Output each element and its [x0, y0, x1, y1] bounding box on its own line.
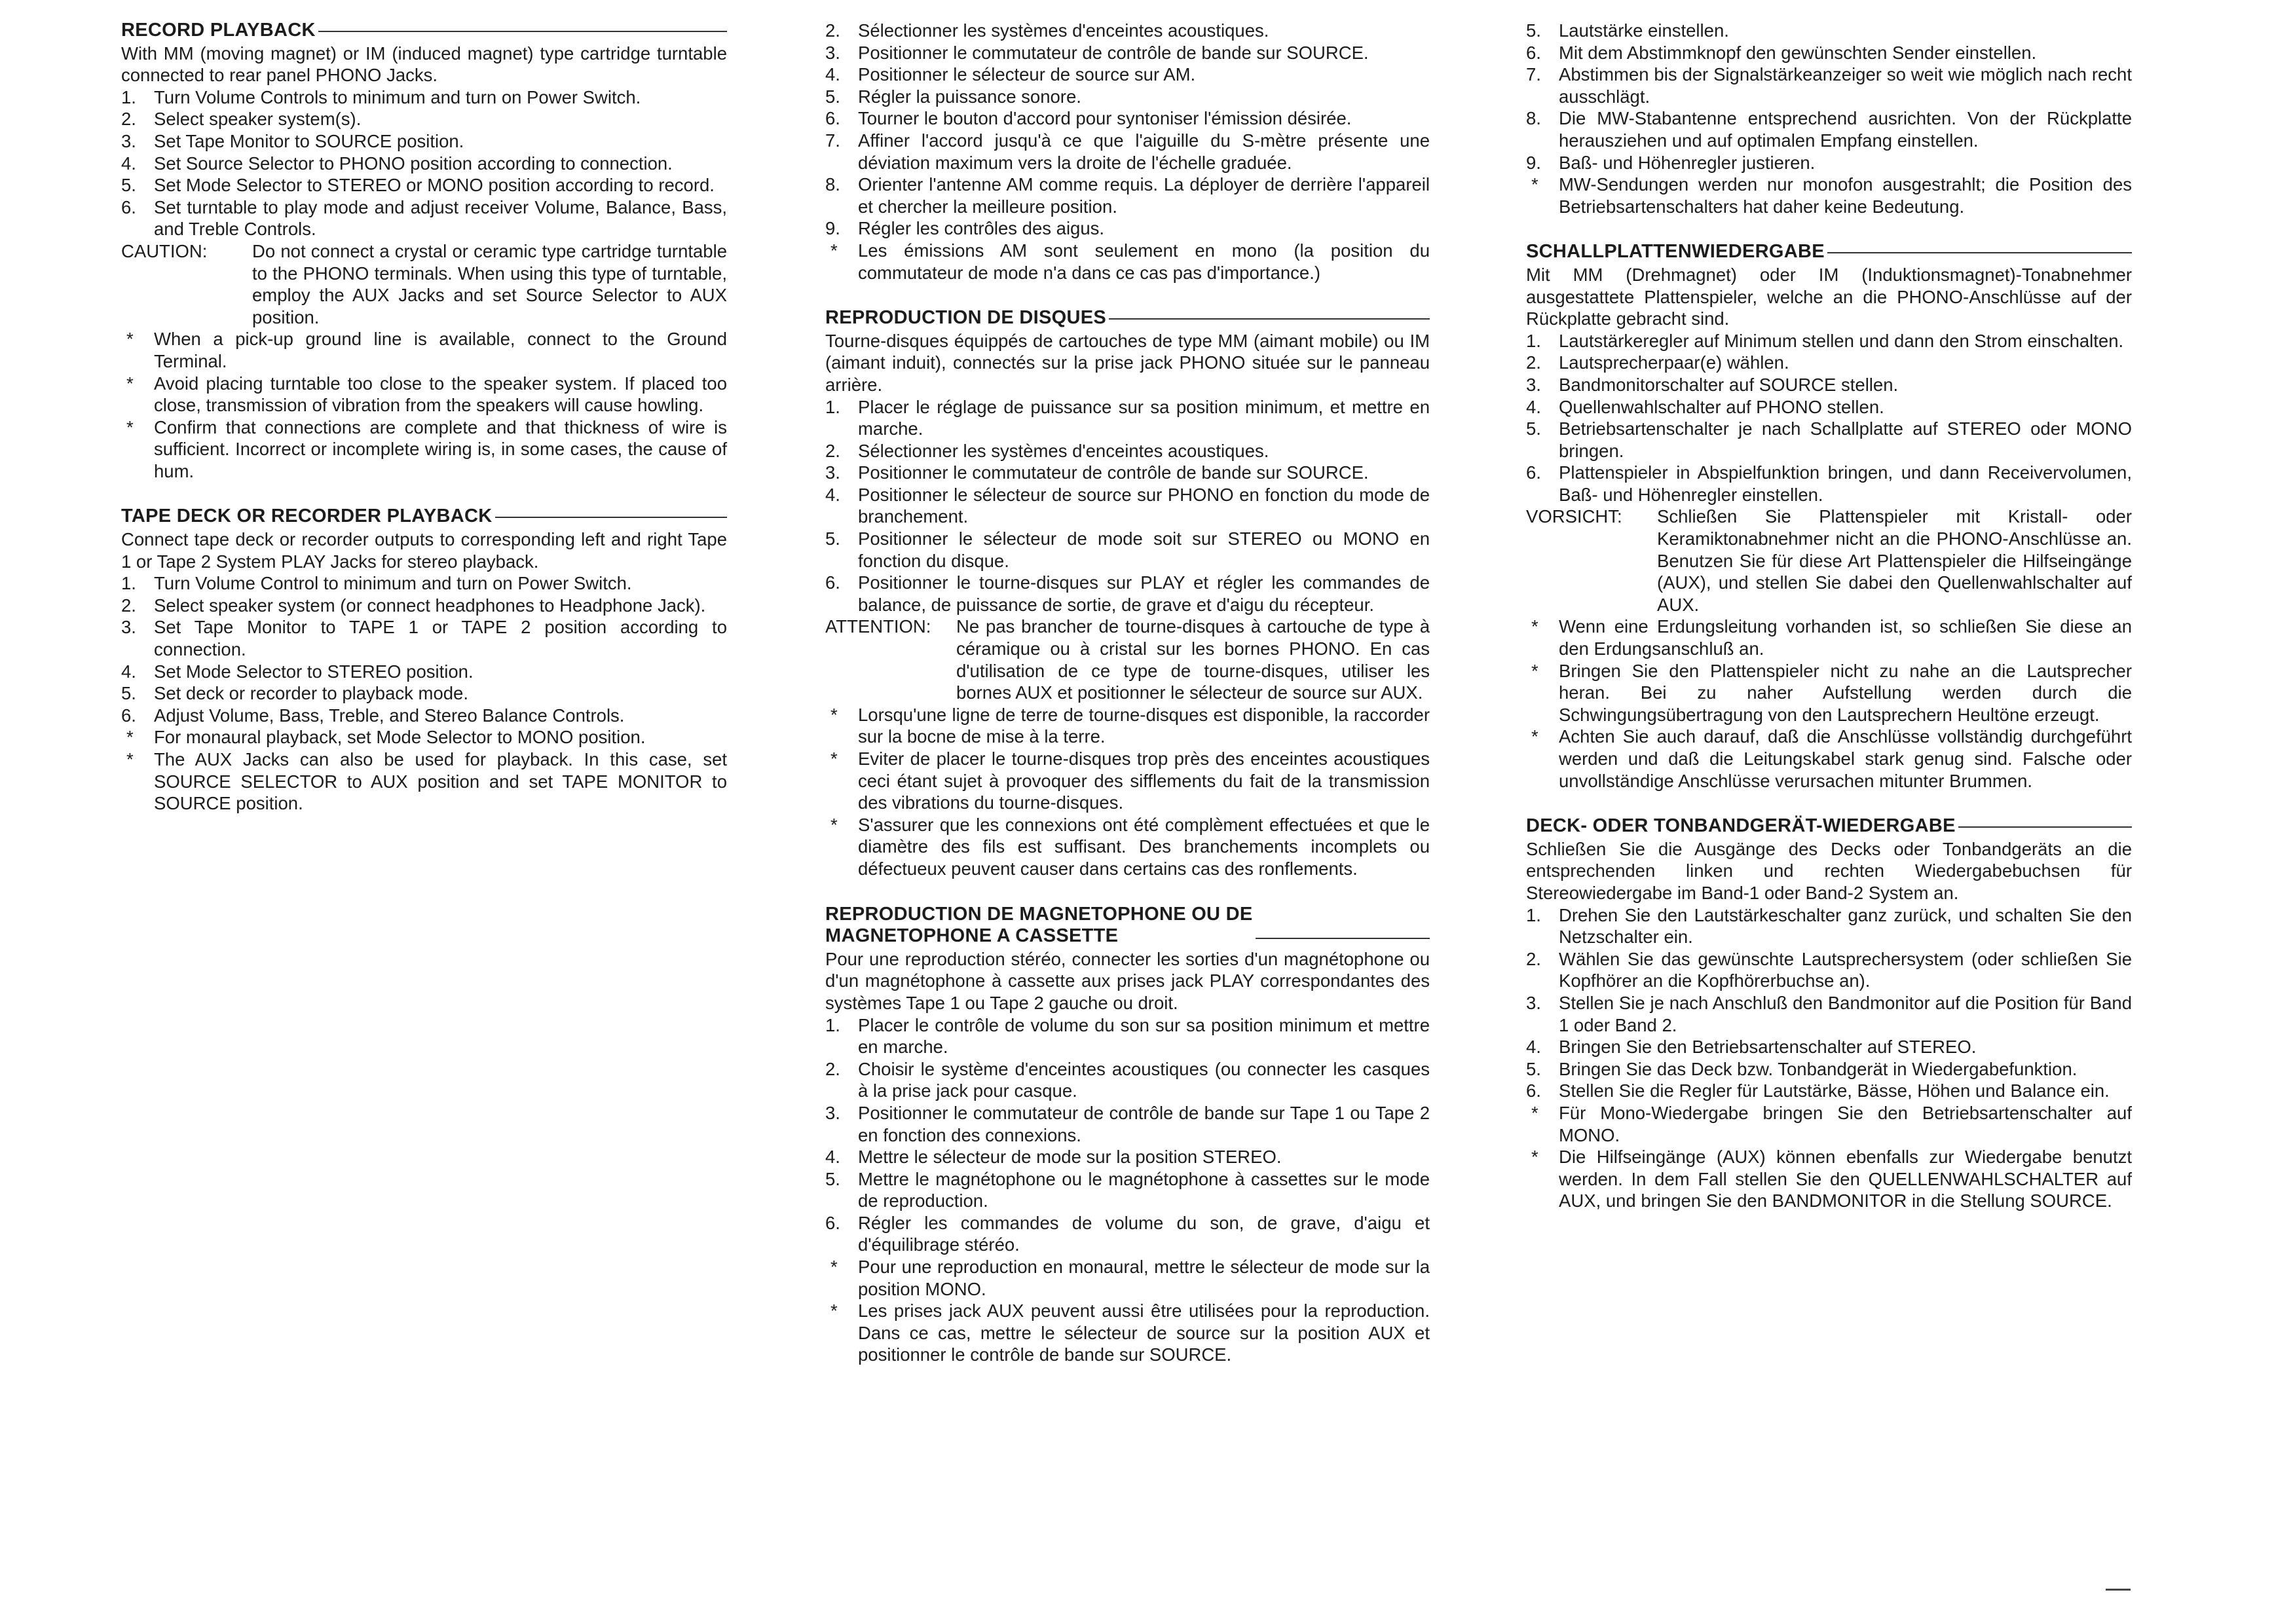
note-item: * Für Mono-Wiedergabe bringen Sie den Betriebsartenschalter auf MONO.	[1531, 1102, 2132, 1145]
caution-note: ATTENTION: Ne pas brancher de tourne-disques à cartouche de type à céramique ou à cristal sur les bornes PHONO. En cas d'utilisation de ce type de tourne-disques, utiliser les bornes AUX et positionner le sélecteur de source sur AUX.	[825, 616, 1430, 703]
note-item: * When a pick-up ground line is available, connect to the Ground Terminal.	[126, 329, 727, 371]
section-intro: Pour une reproduction stéréo, connecter les sorties d'un magnétophone ou d'un magnétophone à cassette aux prises jack PLAY correspondantes des systèmes Tape 1 ou Tape 2 gauche ou droit.	[825, 948, 1430, 1013]
step-item: 5. Positionner le sélecteur de mode soit sur STEREO ou MONO en fonction du disque.	[825, 528, 1430, 571]
note-item: * Les émissions AM sont seulement en mono (la position du commutateur de mode n'a dans ce cas pas d'importance.)	[830, 240, 1430, 283]
step-item: 4. Quellenwahlschalter auf PHONO stellen.	[1526, 396, 1884, 417]
note-item: * Pour une reproduction en monaural, mettre le sélecteur de mode sur la position MONO.	[830, 1257, 1430, 1299]
step-item: 2. Select speaker system (or connect headphones to Headphone Jack).	[121, 595, 706, 616]
tape-playback-section	[1526, 815, 2132, 1212]
caution-note: CAUTION: Do not connect a crystal or ceramic type cartridge turntable to the PHONO terminals. When using this type of turntable, employ the AUX Jacks and set Source Selector to AUX position.	[121, 240, 727, 327]
section-intro: Connect tape deck or recorder outputs to corresponding left and right Tape 1 or Tape 2 System PLAY Jacks for stereo playback.	[121, 529, 727, 572]
step-item: 1. Lautstärkeregler auf Minimum stellen und dann den Strom einschalten.	[1526, 330, 2124, 351]
step-item: 4. Positionner le sélecteur de source sur PHONO en fonction du mode de branchement.	[825, 484, 1430, 527]
step-item: 7. Abstimmen bis der Signalstärkeanzeiger so weit wie möglich nach recht ausschlägt.	[1526, 64, 2132, 107]
tape-playback-section	[121, 506, 727, 814]
step-item: 2. Choisir le système d'enceintes acoustiques (ou connecter les casques à la prise jack pour casque.	[825, 1058, 1430, 1101]
note-item: * Eviter de placer le tourne-disques trop près des enceintes acoustiques ceci étant sujet à provoquer des sifflements du fait de la transmission des vibrations du tourne-disques.	[830, 748, 1430, 813]
step-item: 6. Plattenspieler in Abspielfunktion bringen, und dann Receivervolumen, Baß- und Höhenregler einstellen.	[1526, 462, 2132, 505]
am-reception-continued	[825, 20, 1430, 284]
caution-note: VORSICHT: Schließen Sie Plattenspieler mit Kristall- oder Keramiktonabnehmer nicht an die PHONO-Anschlüsse an. Benutzen Sie für diese Art Plattenspieler die Hilfseingänge (AUX), und stellen Sie dabei den Quellenwahlschalter auf AUX.	[1526, 506, 2132, 615]
step-item: 2. Wählen Sie das gewünschte Lautsprechersystem (oder schließen Sie Kopfhörer an die Kopfhörerbuchse an).	[1526, 948, 2132, 991]
step-item: 3. Set Tape Monitor to TAPE 1 or TAPE 2 position according to connection.	[121, 617, 727, 660]
step-item: 3. Positionner le commutateur de contrôle de bande sur SOURCE.	[825, 462, 1369, 483]
step-item: 4. Bringen Sie den Betriebsartenschalter auf STEREO.	[1526, 1037, 1977, 1058]
page-corner-mark	[2106, 1589, 2131, 1591]
note-item: * Avoid placing turntable too close to the speaker system. If placed too close, transmission of vibration from the speakers will cause howling.	[126, 373, 727, 416]
step-item: 3. Stellen Sie je nach Anschluß den Bandmonitor auf die Position für Band 1 oder Band 2.	[1526, 992, 2132, 1035]
step-item: 6. Positionner le tourne-disques sur PLAY et régler les commandes de balance, de puissance de sortie, de grave et d'aigu du récepteur.	[825, 572, 1430, 615]
section-heading: REPRODUCTION DE DISQUES	[825, 307, 1430, 329]
step-item: 3. Set Tape Monitor to SOURCE position.	[121, 130, 464, 151]
step-item: 4. Set Source Selector to PHONO position according to connection.	[121, 153, 673, 174]
note-item: * MW-Sendungen werden nur monofon ausgestrahlt; die Position des Betriebsartenschalters hat daher keine Bedeutung.	[1531, 174, 2132, 217]
step-item: 8. Orienter l'antenne AM comme requis. La déployer de derrière l'appareil et chercher la meilleure position.	[825, 174, 1430, 217]
note-item: * Achten Sie auch darauf, daß die Anschlüsse vollständig durchgeführt werden und daß die Leitungskabel stark genug sind. Falsche oder unvollständige Anschlüsse verursachen mitunter Brummen.	[1531, 726, 2132, 791]
step-item: 3. Positionner le commutateur de contrôle de bande sur Tape 1 ou Tape 2 en fonction des connexions.	[825, 1102, 1430, 1145]
step-item: 3. Bandmonitorschalter auf SOURCE stellen.	[1526, 374, 1899, 395]
section-heading: REPRODUCTION DE MAGNETOPHONE OU DE MAGNETOPHONE A CASSETTE	[825, 904, 1430, 948]
english-column	[121, 20, 727, 838]
step-item: 6. Adjust Volume, Bass, Treble, and Stereo Balance Controls.	[121, 705, 625, 726]
step-item: 5. Bringen Sie das Deck bzw. Tonbandgerät in Wiedergabefunktion.	[1526, 1058, 2078, 1079]
section-intro: Schließen Sie die Ausgänge des Decks oder Tonbandgeräts an die entsprechenden linken und rechten Wiedergabebuchsen für Stereowiedergabe im Band-1 oder Band-2 System an.	[1526, 838, 2132, 903]
section-heading: TAPE DECK OR RECORDER PLAYBACK	[121, 506, 727, 528]
step-item: 4. Mettre le sélecteur de mode sur la position STEREO.	[825, 1147, 1282, 1168]
disc-playback-section	[825, 307, 1430, 879]
step-item: 5. Betriebsartenschalter je nach Schallplatte auf STEREO oder MONO bringen.	[1526, 418, 2132, 461]
step-item: 2. Select speaker system(s).	[121, 109, 362, 130]
section-heading: RECORD PLAYBACK	[121, 20, 727, 42]
section-intro: With MM (moving magnet) or IM (induced magnet) type cartridge turntable connected to rear panel PHONO Jacks.	[121, 43, 727, 86]
step-item: 6. Set turntable to play mode and adjust receiver Volume, Balance, Bass, and Treble Controls.	[121, 196, 727, 240]
step-item: 5. Set deck or recorder to playback mode.	[121, 683, 468, 704]
german-column	[1526, 20, 2132, 1236]
note-item: * Lorsqu'une ligne de terre de tourne-disques est disponible, la raccorder sur la bocne de mise à la terre.	[830, 704, 1430, 747]
note-item: * Bringen Sie den Plattenspieler nicht zu nahe an die Lautsprecher heran. Bei zu naher Aufstellung werden durch die Schwingungsübertragung von den Lautsprechern Heultöne erzeugt.	[1531, 660, 2132, 725]
section-intro: Tourne-disques équippés de cartouches de type MM (aimant mobile) ou IM (aimant induit), connectés sur la prise jack PHONO située sur le panneau arrière.	[825, 330, 1430, 395]
note-item: * S'assurer que les connexions ont été complèment effectuées et que le diamètre des fils est suffisant. Des branchements incomplets ou défectueux peuvent causer dans certains cas des ronflements.	[830, 814, 1430, 879]
am-reception-continued	[1526, 20, 2132, 217]
section-heading: SCHALLPLATTENWIEDERGABE	[1526, 241, 2132, 263]
note-item: * Wenn eine Erdungsleitung vorhanden ist, so schließen Sie diese an den Erdungsanschluß an.	[1531, 616, 2132, 659]
step-item: 9. Régler les contrôles des aigus.	[825, 218, 1105, 239]
french-column	[825, 20, 1430, 1390]
step-item: 5. Lautstärke einstellen.	[1526, 20, 1729, 41]
step-item: 1. Turn Volume Controls to minimum and turn on Power Switch.	[121, 86, 641, 107]
record-playback-section	[121, 20, 727, 482]
step-item: 6. Stellen Sie die Regler für Lautstärke, Bässe, Höhen und Balance ein.	[1526, 1080, 2110, 1101]
step-item: 5. Régler la puissance sonore.	[825, 86, 1081, 107]
step-item: 8. Die MW-Stabantenne entsprechend ausrichten. Von der Rückplatte herausziehen und auf optimalen Empfang einstellen.	[1526, 108, 2132, 151]
step-item: 6. Tourner le bouton d'accord pour syntoniser l'émission désirée.	[825, 108, 1352, 129]
step-item: 7. Affiner l'accord jusqu'à ce que l'aiguille du S-mètre présente une déviation maximum vers la droite de l'échelle graduée.	[825, 130, 1430, 173]
step-item: 6. Régler les commandes de volume du son, de grave, d'aigu et d'équilibrage stéréo.	[825, 1212, 1430, 1255]
step-item: 2. Sélectionner les systèmes d'enceintes acoustiques.	[825, 20, 1269, 41]
tape-playback-section	[825, 904, 1430, 1366]
step-item: 1. Placer le réglage de puissance sur sa position minimum, et mettre en marche.	[825, 396, 1430, 439]
section-heading: DECK- ODER TONBANDGERÄT-WIEDERGABE	[1526, 815, 2132, 838]
step-item: 2. Lautsprecherpaar(e) wählen.	[1526, 352, 1789, 373]
step-item: 5. Mettre le magnétophone ou le magnétophone à cassettes sur le mode de reproduction.	[825, 1168, 1430, 1211]
step-item: 4. Set Mode Selector to STEREO position.	[121, 661, 474, 682]
step-item: 1. Turn Volume Control to minimum and turn on Power Switch.	[121, 573, 632, 594]
note-item: * Confirm that connections are complete and that thickness of wire is sufficient. Incorrect or incomplete wiring is, in some cases, the cause of hum.	[126, 416, 727, 481]
record-playback-section	[1526, 241, 2132, 792]
note-item: * Die Hilfseingänge (AUX) können ebenfalls zur Wiedergabe benutzt werden. In dem Fall stellen Sie den QUELLENWAHLSCHALTER auf AUX, und bringen Sie den BANDMONITOR in die Stellung SOURCE.	[1531, 1147, 2132, 1211]
note-item: * Les prises jack AUX peuvent aussi être utilisées pour la reproduction. Dans ce cas, mettre le sélecteur de source sur la position AUX et positionner le contrôle de bande sur SOURCE.	[830, 1301, 1430, 1365]
step-item: 5. Set Mode Selector to STEREO or MONO position according to record.	[121, 175, 715, 196]
section-intro: Mit MM (Drehmagnet) oder IM (Induktionsmagnet)-Tonabnehmer ausgestattete Plattenspieler, welche an die PHONO-Anschlüsse auf der Rückplatte gebracht sind.	[1526, 264, 2132, 329]
step-item: 3. Positionner le commutateur de contrôle de bande sur SOURCE.	[825, 42, 1369, 63]
note-item: * The AUX Jacks can also be used for playback. In this case, set SOURCE SELECTOR to AUX position and set TAPE MONITOR to SOURCE position.	[126, 749, 727, 814]
step-item: 6. Mit dem Abstimmknopf den gewünschten Sender einstellen.	[1526, 42, 2037, 63]
step-item: 4. Positionner le sélecteur de source sur AM.	[825, 64, 1196, 85]
note-item: * For monaural playback, set Mode Selector to MONO position.	[126, 727, 646, 748]
step-item: 2. Sélectionner les systèmes d'enceintes acoustiques.	[825, 440, 1269, 461]
step-item: 9. Baß- und Höhenregler justieren.	[1526, 152, 1816, 173]
step-item: 1. Drehen Sie den Lautstärkeschalter ganz zurück, und schalten Sie den Netzschalter ein.	[1526, 904, 2132, 948]
step-item: 1. Placer le contrôle de volume du son sur sa position minimum et mettre en marche.	[825, 1014, 1430, 1058]
